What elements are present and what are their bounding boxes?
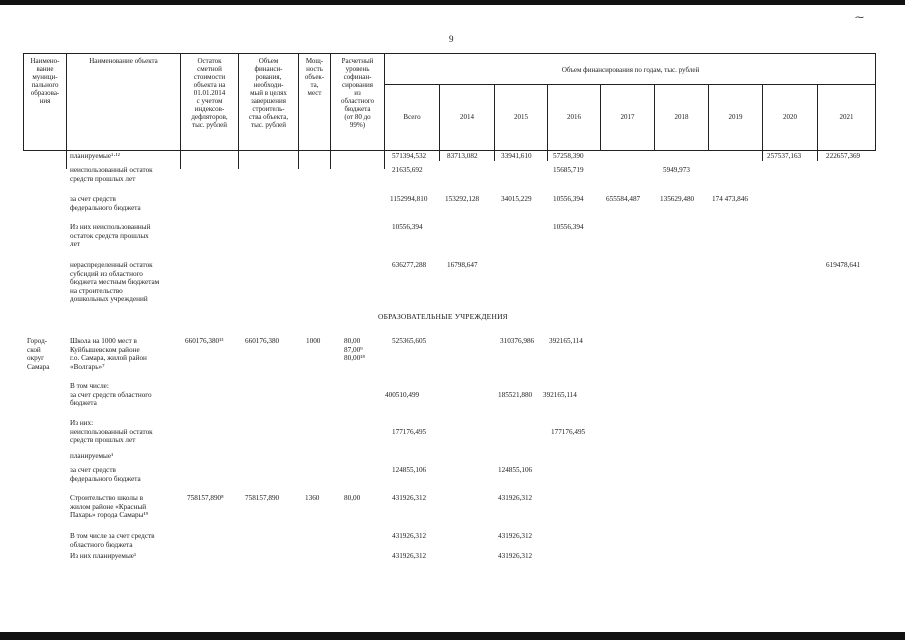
row-unused-label: неиспользованный остаток средств прошлых лет [70,166,153,183]
school-1-remaining: 660176,380¹³ [185,337,224,345]
table-cell: 185521,880 [498,391,533,399]
school-1-federal-label: за счет средств федерального бюджета [70,466,141,483]
table-cell: 392165,114 [549,337,583,345]
table-cell: 34015,229 [501,195,532,203]
header-level: Расчетный уровень софинан- сирования из областного бюджета (от 80 до 99%) [340,57,375,129]
header-volume: Объем финанси- рования, необходи- мый в целях завершения строитель- ства объекта, тыс. рублей [248,57,289,129]
table-cell: 33941,610 [501,152,532,160]
table-cell: 10556,394 [553,223,584,231]
header-year-2016: 2016 [567,113,581,121]
school-2-planned-label: Из них планируемые¹ [70,552,137,560]
table-cell: 83713,082 [447,152,478,160]
top-border [0,0,905,5]
header-financing-title: Объем финансирования по годам, тыс. рублей [561,66,700,74]
section-title: ОБРАЗОВАТЕЛЬНЫЕ УЧРЕЖДЕНИЯ [378,312,508,321]
school-2-remaining: 758157,890⁸ [187,494,224,502]
table-cell: 431926,312 [498,552,533,560]
header-year-2015: 2015 [514,113,528,121]
table-cell: 10556,394 [392,223,423,231]
school-1-capacity: 1000 [306,337,321,345]
header-year-2021: 2021 [839,113,854,121]
table-cell: 392165,114 [543,391,577,399]
school-1-planned-label: планируемые¹ [70,452,114,460]
row-planned-label: планируемые¹·¹² [70,152,120,160]
table-cell: 124855,106 [498,466,533,474]
header-year-2014: 2014 [460,113,474,121]
table-cell: 571394,532 [392,152,427,160]
row-undistributed-label: нераспределенный остаток субсидий из областного бюджета местным бюджетам на строительство дошкольных учреждений [70,261,160,303]
table-cell: 10556,394 [553,195,584,203]
table-cell: 431926,312 [498,494,533,502]
table-cell: 431926,312 [392,552,427,560]
table-cell: 177176,495 [392,428,427,436]
table-cell: 15685,719 [553,166,584,174]
header-year-2019: 2019 [728,113,743,121]
school-2-label: Строительство школы в жилом районе «Красный Пахарь» города Самары¹⁹ [70,494,149,519]
table-cell: 57258,390 [553,152,584,160]
school-1-level: 80,00 87,00⁹ 80,00¹⁸ [344,337,365,362]
table-cell: 16798,647 [447,261,478,269]
table-cell: 310376,986 [500,337,535,345]
table-cell: 619478,641 [826,261,861,269]
table-cell: 431926,312 [498,532,533,540]
header-capacity: Мощ- ность объек- та, мест [304,57,325,97]
table-cell: 5949,973 [663,166,690,174]
municipality-name: Город- ской округ Самара [27,337,50,371]
table-cell: 431926,312 [392,532,427,540]
school-2-capacity: 1360 [305,494,320,502]
bottom-border [0,632,905,640]
table-cell: 655584,487 [606,195,641,203]
table-cell: 636277,288 [392,261,427,269]
header-remaining: Остаток сметной стоимости объекта на 01.01.2014 с учетом индексов- дефляторов, тыс. рублей [191,57,228,129]
table-cell: 431926,312 [392,494,427,502]
header-municipality: Наимено- вание муници- пального образова- ния [30,57,60,105]
school-1-label: Школа на 1000 мест в Куйбышевском районе г.о. Самара, жилой район «Волгарь»⁷ [70,337,147,371]
row-unused-federal-label: Из них неиспользованный остаток средств прошлых лет [70,223,151,248]
table-cell: 174 473,846 [712,195,748,203]
school-2-volume: 758157,890 [245,494,280,502]
row-federal-label: за счет средств федерального бюджета [70,195,141,212]
table-cell: 1152994,810 [390,195,428,203]
table-cell: 222657,369 [826,152,861,160]
header-year-2020: 2020 [783,113,797,121]
table-cell: 21635,692 [392,166,423,174]
school-2-level: 80,00 [344,494,361,502]
table-cell: 124855,106 [392,466,427,474]
table-cell: 400510,499 [385,391,420,399]
table-cell: 153292,128 [445,195,480,203]
header-year-2018: 2018 [674,113,689,121]
header-object: Наименование объекта [89,57,158,65]
school-1-volume: 660176,380 [245,337,280,345]
table-cell: 257537,163 [767,152,802,160]
page-number: 9 [449,34,454,44]
header-year-total: Всего [403,113,421,121]
school-1-unused-label: Из них: неиспользованный остаток средств прошлых лет [70,419,153,444]
header-year-2017: 2017 [620,113,635,121]
school-2-regional-label: В том числе за счет средств областного бюджета [70,532,155,549]
table-cell: 525365,605 [392,337,427,345]
table-cell: 177176,495 [551,428,586,436]
school-1-regional-label: В том числе: за счет средств областного бюджета [70,382,152,407]
corner-mark: ⁓ [855,12,864,22]
table-cell: 135629,480 [660,195,695,203]
